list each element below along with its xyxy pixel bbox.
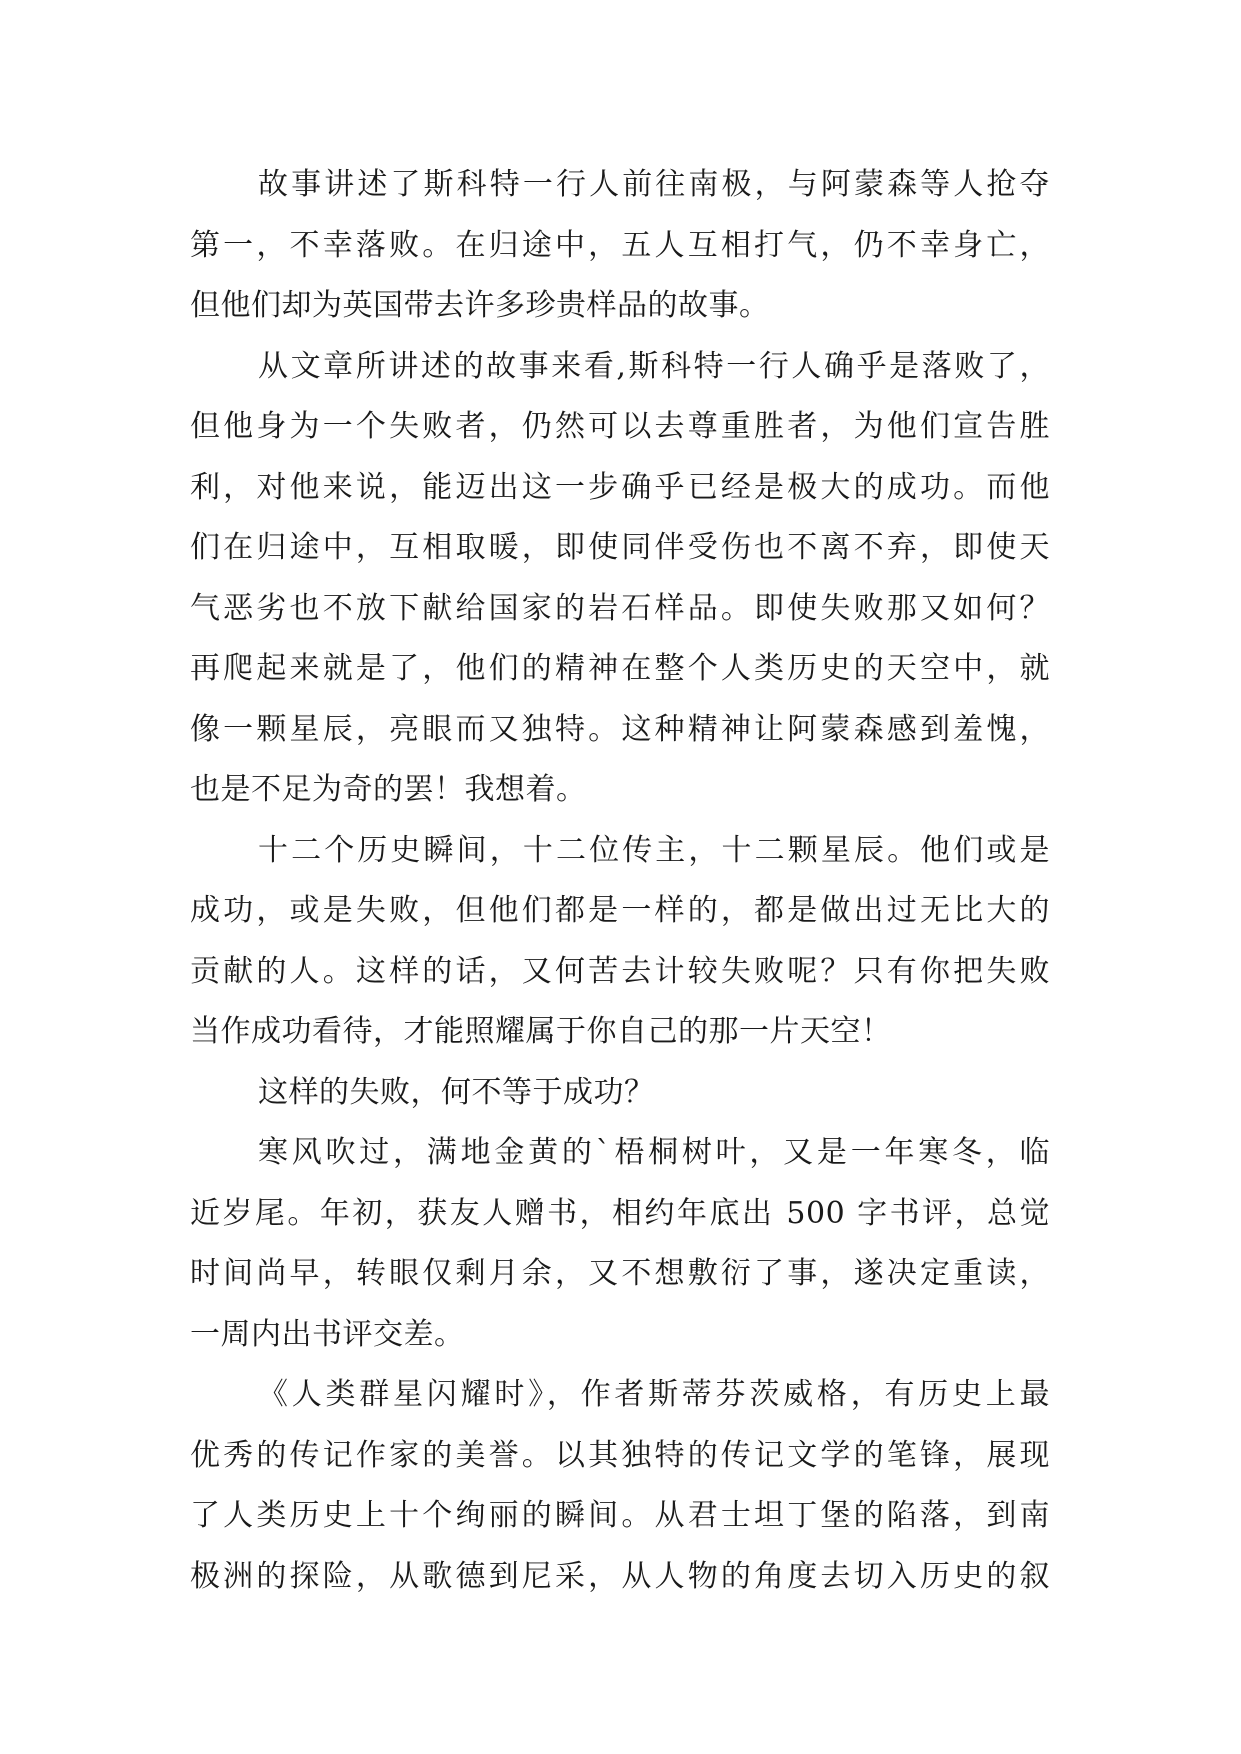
text-line: 《人类群星闪耀时》，作者斯蒂芬茨威格，有历史上最 (258, 1377, 1050, 1412)
text-line: 气恶劣也不放下献给国家的岩石样品。即使失败那又如何？ (190, 590, 1050, 626)
text-line: 十二个历史瞬间，十二位传主，十二颗星辰。他们或是 (258, 832, 1050, 868)
text-line: 当作成功看待，才能照耀属于你自己的那一片天空！ (190, 1014, 892, 1049)
document-body (190, 155, 1050, 1607)
text-line: 寒风吹过，满地金黄的`梧桐树叶，又是一年寒冬，临 (258, 1135, 1050, 1170)
text-line: 近岁尾。年初，获友人赠书，相约年底出 500 字书评，总觉 (190, 1195, 1050, 1231)
text-line: 但他们却为英国带去许多珍贵样品的故事。 (190, 288, 770, 323)
text-line: 时间尚早，转眼仅剩月余，又不想敷衍了事，遂决定重读， (190, 1256, 1050, 1291)
text-line: 成功，或是失败，但他们都是一样的，都是做出过无比大的 (190, 893, 1050, 928)
text-line: 但他身为一个失败者，仍然可以去尊重胜者，为他们宣告胜 (190, 409, 1050, 444)
text-line: 从文章所讲述的故事来看,斯科特一行人确乎是落败了， (258, 348, 1050, 384)
text-line: 们在归途中，互相取暖，即使同伴受伤也不离不弃，即使天 (190, 530, 1050, 565)
text-line: 极洲的探险，从歌德到尼采，从人物的角度去切入历史的叙 (190, 1558, 1050, 1594)
text-line: 了人类历史上十个绚丽的瞬间。从君士坦丁堡的陷落，到南 (190, 1498, 1050, 1533)
text-line: 故事讲述了斯科特一行人前往南极，与阿蒙森等人抢夺 (258, 167, 1050, 202)
text-line: 一周内出书评交差。 (190, 1316, 465, 1352)
text-line: 利，对他来说，能迈出这一步确乎已经是极大的成功。而他 (190, 469, 1050, 505)
text-line: 再爬起来就是了，他们的精神在整个人类历史的天空中，就 (190, 651, 1050, 686)
text-line: 优秀的传记作家的美誉。以其独特的传记文学的笔锋，展现 (190, 1437, 1050, 1473)
text-line: 这样的失败，何不等于成功？ (258, 1074, 655, 1110)
text-line: 贡献的人。这样的话，又何苦去计较失败呢？只有你把失败 (190, 953, 1050, 989)
text-line: 也是不足为奇的罢！我想着。 (190, 772, 587, 807)
text-line: 第一，不幸落败。在归途中，五人互相打气，仍不幸身亡， (190, 227, 1050, 263)
text-line: 像一颗星辰，亮眼而又独特。这种精神让阿蒙森感到羞愧， (190, 711, 1050, 747)
